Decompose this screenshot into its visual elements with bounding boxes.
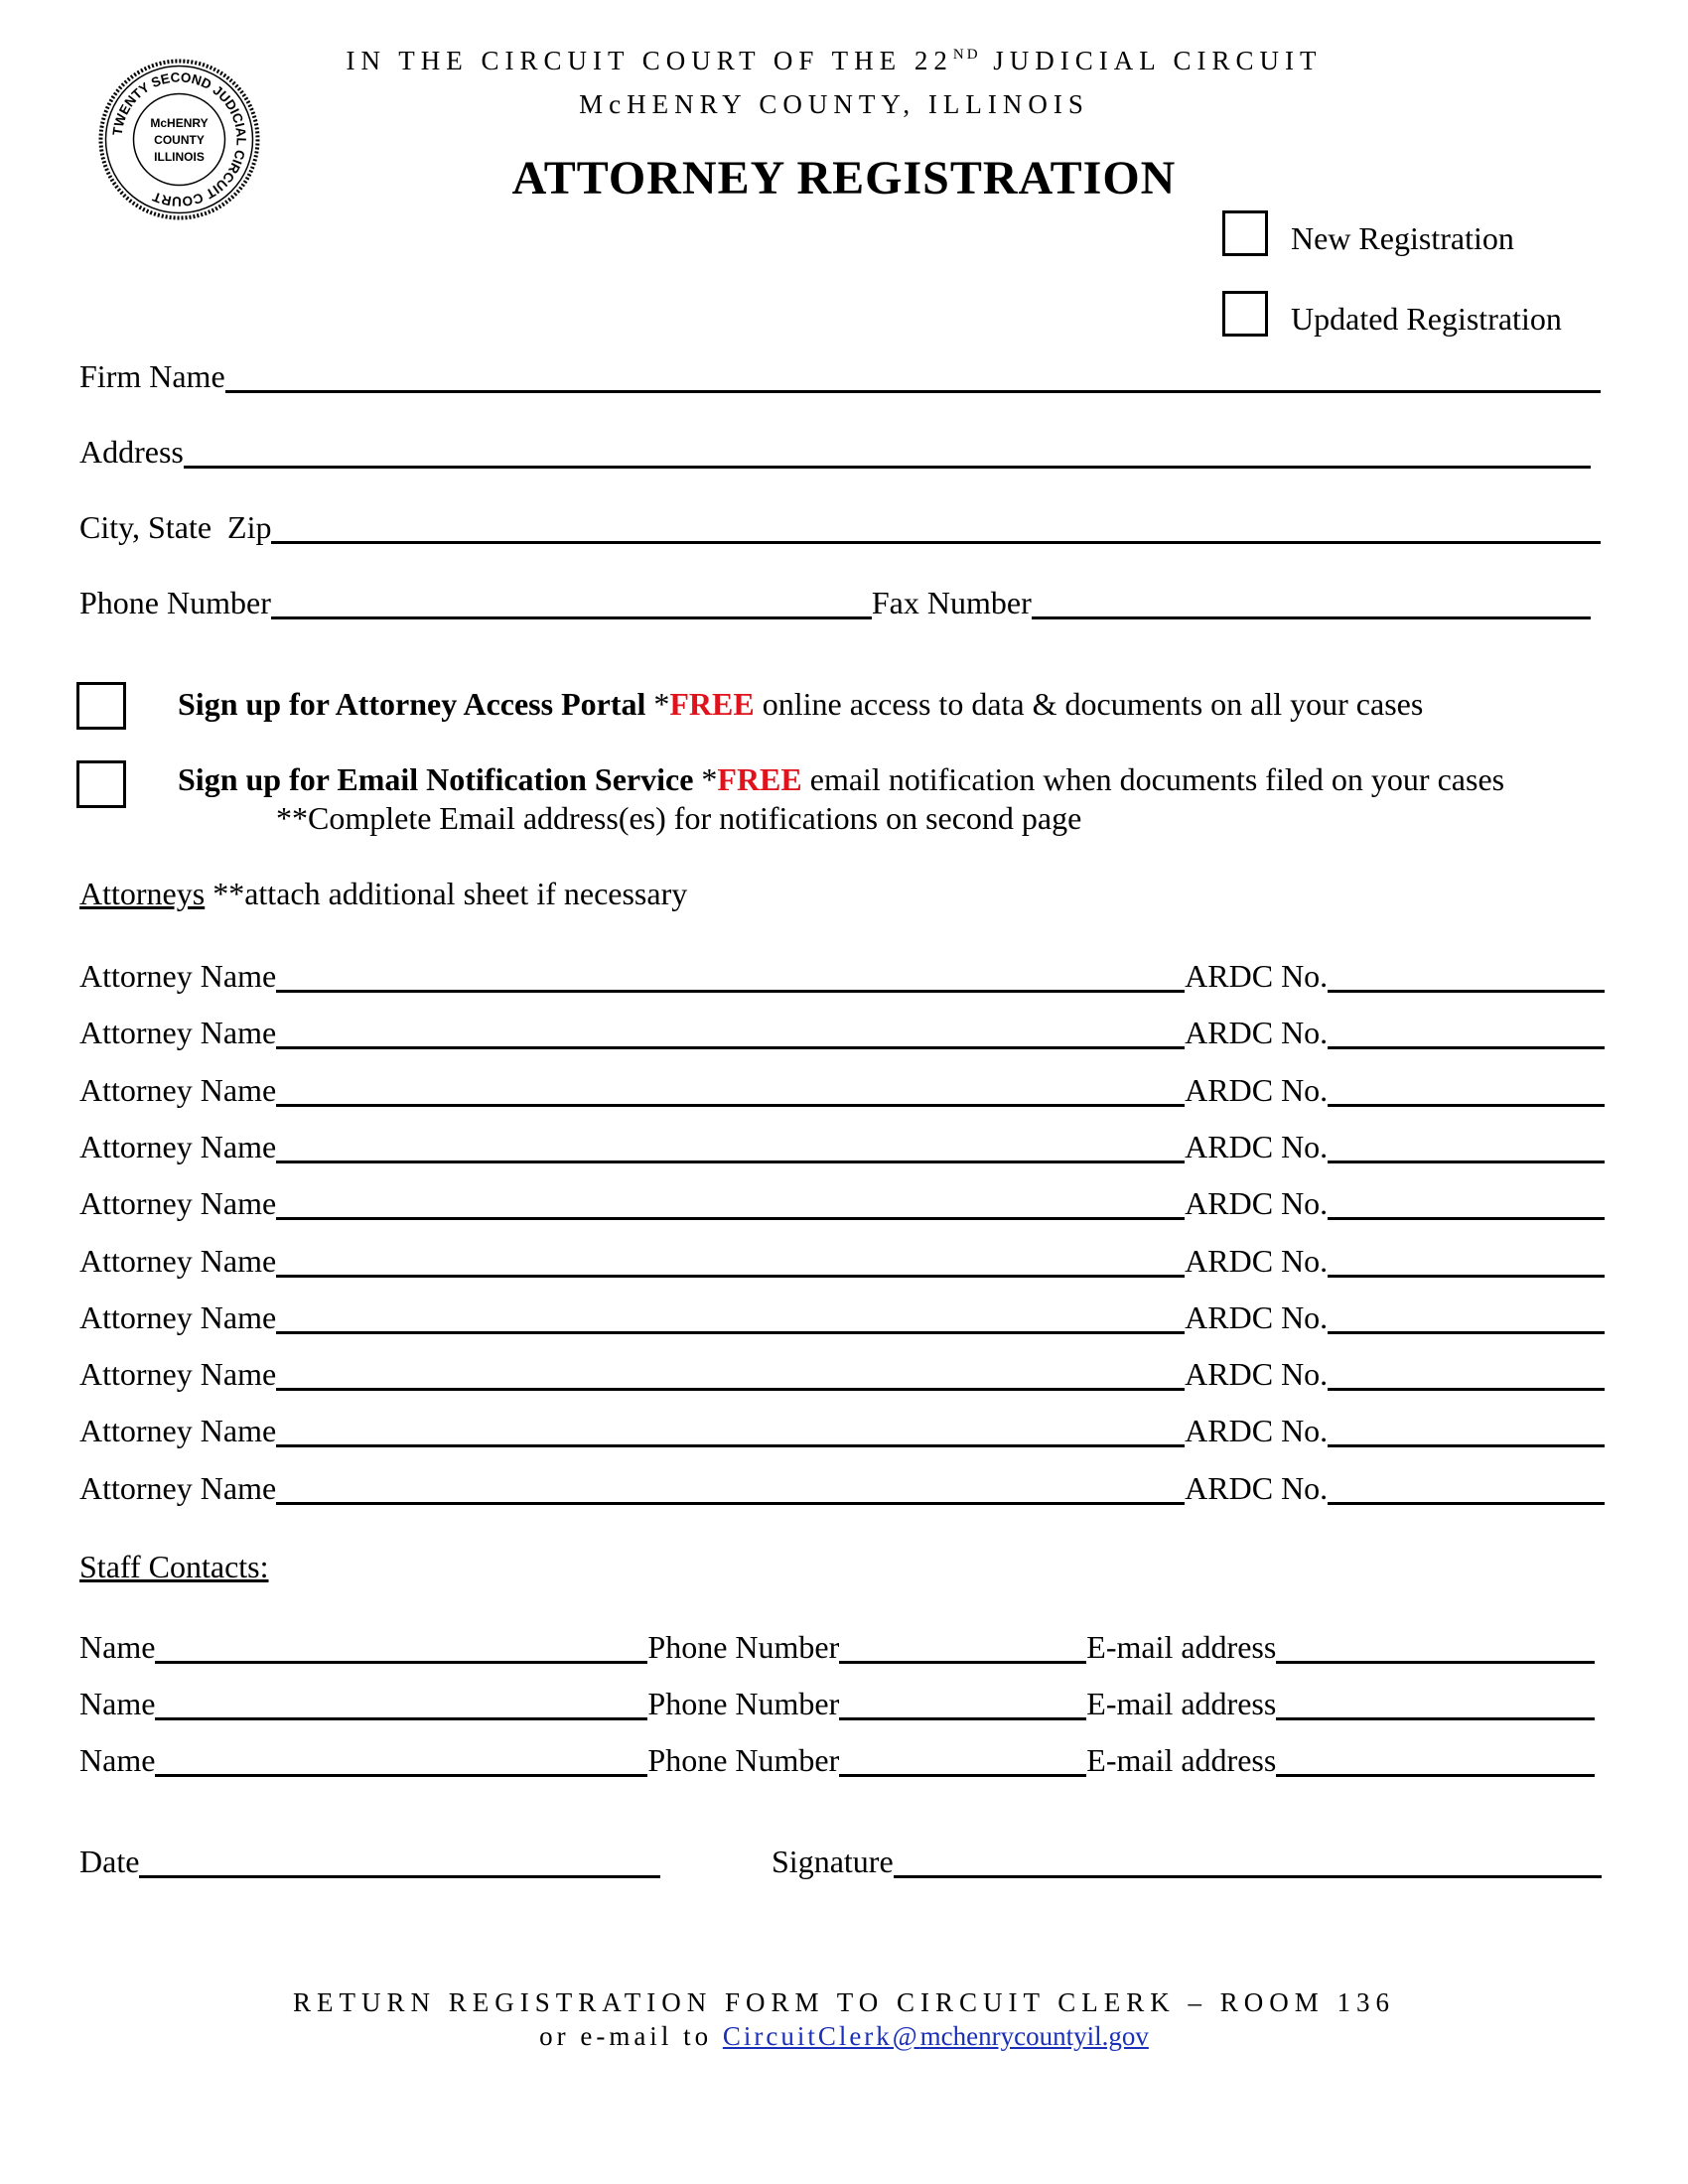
seal-ring-text: TWENTY SECOND JUDICIAL CIRCUIT COURT	[109, 69, 249, 209]
staff-phone-label: Phone Number	[647, 1742, 840, 1778]
ardc-number-label: ARDC No.	[1185, 1128, 1329, 1164]
attorney-row	[79, 1295, 1605, 1334]
attorneys-note: **attach additional sheet if necessary	[205, 876, 688, 911]
court-line-2: McHENRY COUNTY, ILLINOIS	[579, 89, 1089, 119]
staff-name-label: Name	[79, 1742, 156, 1778]
attorney-name-label: Attorney Name	[79, 1469, 277, 1506]
attorneys-heading-row	[79, 876, 687, 912]
staff-phone-label: Phone Number	[647, 1629, 840, 1665]
attorney-name-input[interactable]	[276, 1482, 1185, 1510]
staff-contacts-heading: Staff Contacts:	[79, 1549, 269, 1584]
date-row	[79, 1839, 660, 1878]
staff-contact-row	[79, 1624, 1595, 1664]
email-notification-checkbox[interactable]	[76, 760, 126, 808]
seal-center-line-2: COUNTY	[154, 133, 205, 147]
attorney-name-label: Attorney Name	[79, 1015, 277, 1051]
email-notification-note: **Complete Email address(es) for notifications on second page	[276, 800, 1082, 836]
ardc-number-label: ARDC No.	[1185, 1242, 1329, 1279]
city-state-zip-label: City, State Zip	[79, 509, 272, 545]
attorney-row	[79, 1465, 1605, 1505]
attorney-row	[79, 1067, 1605, 1107]
attorneys-heading: Attorneys	[79, 876, 206, 911]
staff-email-label: E-mail address	[1086, 1742, 1277, 1778]
attorney-name-label: Attorney Name	[79, 1298, 277, 1335]
return-instructions: RETURN REGISTRATION FORM TO CIRCUIT CLERK – ROOM 136	[292, 1987, 1396, 2017]
attorney-portal-checkbox[interactable]	[76, 682, 126, 730]
date-input[interactable]	[139, 1855, 660, 1883]
email-instructions: or e-mail to CircuitClerk@mchenrycountyil.gov	[539, 2021, 1149, 2051]
staff-name-input[interactable]	[155, 1754, 647, 1782]
ardc-number-input[interactable]	[1328, 1197, 1605, 1225]
ardc-number-label: ARDC No.	[1185, 1185, 1329, 1222]
circuit-clerk-email-link[interactable]: CircuitClerk@mchenrycountyil.gov	[722, 2021, 1149, 2051]
fax-number-input[interactable]	[1032, 597, 1591, 624]
ardc-number-label: ARDC No.	[1185, 1298, 1329, 1335]
ardc-number-input[interactable]	[1328, 970, 1605, 998]
staff-name-input[interactable]	[155, 1698, 647, 1725]
ardc-number-input[interactable]	[1328, 1084, 1605, 1112]
staff-phone-input[interactable]	[839, 1754, 1086, 1782]
attorney-name-label: Attorney Name	[79, 1356, 277, 1393]
attorney-name-input[interactable]	[276, 1084, 1185, 1112]
firm-name-label: Firm Name	[79, 358, 225, 394]
attorney-name-input[interactable]	[276, 1255, 1185, 1283]
attorney-row	[79, 953, 1605, 993]
staff-phone-input[interactable]	[839, 1698, 1086, 1725]
staff-email-input[interactable]	[1276, 1698, 1595, 1725]
staff-phone-label: Phone Number	[647, 1686, 840, 1721]
ardc-number-input[interactable]	[1328, 1482, 1605, 1510]
ardc-number-input[interactable]	[1328, 1141, 1605, 1168]
fax-number-label: Fax Number	[871, 585, 1032, 620]
attorney-row	[79, 1180, 1605, 1220]
phone-number-input[interactable]	[271, 597, 872, 624]
date-label: Date	[79, 1843, 140, 1879]
attorney-name-label: Attorney Name	[79, 1242, 277, 1279]
address-label: Address	[79, 434, 184, 470]
attorney-name-label: Attorney Name	[79, 958, 277, 994]
signature-input[interactable]	[894, 1855, 1602, 1883]
attorney-name-label: Attorney Name	[79, 1071, 277, 1108]
attorney-row	[79, 1351, 1605, 1391]
staff-name-input[interactable]	[155, 1641, 647, 1669]
new-registration-label: New Registration	[1291, 220, 1514, 256]
attorney-name-input[interactable]	[276, 970, 1185, 998]
staff-email-label: E-mail address	[1086, 1629, 1277, 1665]
updated-registration-checkbox[interactable]	[1222, 291, 1268, 337]
attorney-name-input[interactable]	[276, 1311, 1185, 1339]
staff-phone-input[interactable]	[839, 1641, 1086, 1669]
attorney-name-input[interactable]	[276, 1197, 1185, 1225]
city-state-zip-row	[79, 504, 1601, 544]
seal-center-line-3: ILLINOIS	[154, 150, 205, 164]
email-notification-text: Sign up for Email Notification Service *FREE email notification when documents filed on your cases	[178, 761, 1505, 797]
ardc-number-label: ARDC No.	[1185, 1356, 1329, 1393]
ardc-number-label: ARDC No.	[1185, 1413, 1329, 1449]
ardc-number-input[interactable]	[1328, 1425, 1605, 1452]
ardc-number-label: ARDC No.	[1185, 1015, 1329, 1051]
ardc-number-input[interactable]	[1328, 1311, 1605, 1339]
firm-name-input[interactable]	[225, 370, 1601, 398]
attorney-row	[79, 1124, 1605, 1163]
court-seal	[97, 58, 261, 221]
city-state-zip-input[interactable]	[271, 521, 1601, 549]
attorney-name-input[interactable]	[276, 1425, 1185, 1452]
ardc-number-input[interactable]	[1328, 1368, 1605, 1396]
phone-fax-row	[79, 580, 1591, 619]
page-title: ATTORNEY REGISTRATION	[511, 152, 1177, 205]
staff-name-label: Name	[79, 1629, 156, 1665]
staff-contact-row	[79, 1737, 1595, 1777]
signature-row	[772, 1839, 1602, 1878]
staff-email-input[interactable]	[1276, 1641, 1595, 1669]
staff-name-label: Name	[79, 1686, 156, 1721]
updated-registration-label: Updated Registration	[1291, 301, 1562, 337]
seal-center-line-1: McHENRY	[150, 116, 209, 130]
new-registration-checkbox[interactable]	[1222, 210, 1268, 256]
attorney-name-label: Attorney Name	[79, 1185, 277, 1222]
attorney-row	[79, 1408, 1605, 1447]
staff-email-label: E-mail address	[1086, 1686, 1277, 1721]
ardc-number-input[interactable]	[1328, 1255, 1605, 1283]
staff-email-input[interactable]	[1276, 1754, 1595, 1782]
attorney-portal-text: Sign up for Attorney Access Portal *FREE online access to data & documents on all your cases	[178, 686, 1424, 722]
attorney-name-label: Attorney Name	[79, 1413, 277, 1449]
attorney-name-input[interactable]	[276, 1368, 1185, 1396]
attorney-name-input[interactable]	[276, 1141, 1185, 1168]
attorney-row	[79, 1238, 1605, 1278]
address-row	[79, 429, 1591, 469]
attorney-row	[79, 1010, 1605, 1049]
phone-number-label: Phone Number	[79, 585, 271, 620]
signature-label: Signature	[772, 1843, 894, 1879]
firm-name-row	[79, 353, 1601, 393]
ardc-number-label: ARDC No.	[1185, 1071, 1329, 1108]
attorney-name-input[interactable]	[276, 1026, 1185, 1054]
staff-contact-row	[79, 1681, 1595, 1720]
attorney-name-label: Attorney Name	[79, 1128, 277, 1164]
address-input[interactable]	[184, 446, 1591, 474]
ardc-number-label: ARDC No.	[1185, 958, 1329, 994]
ardc-number-input[interactable]	[1328, 1026, 1605, 1054]
ardc-number-label: ARDC No.	[1185, 1469, 1329, 1506]
court-line-1: IN THE CIRCUIT COURT OF THE 22ND JUDICIAL CIRCUIT	[346, 46, 1323, 75]
